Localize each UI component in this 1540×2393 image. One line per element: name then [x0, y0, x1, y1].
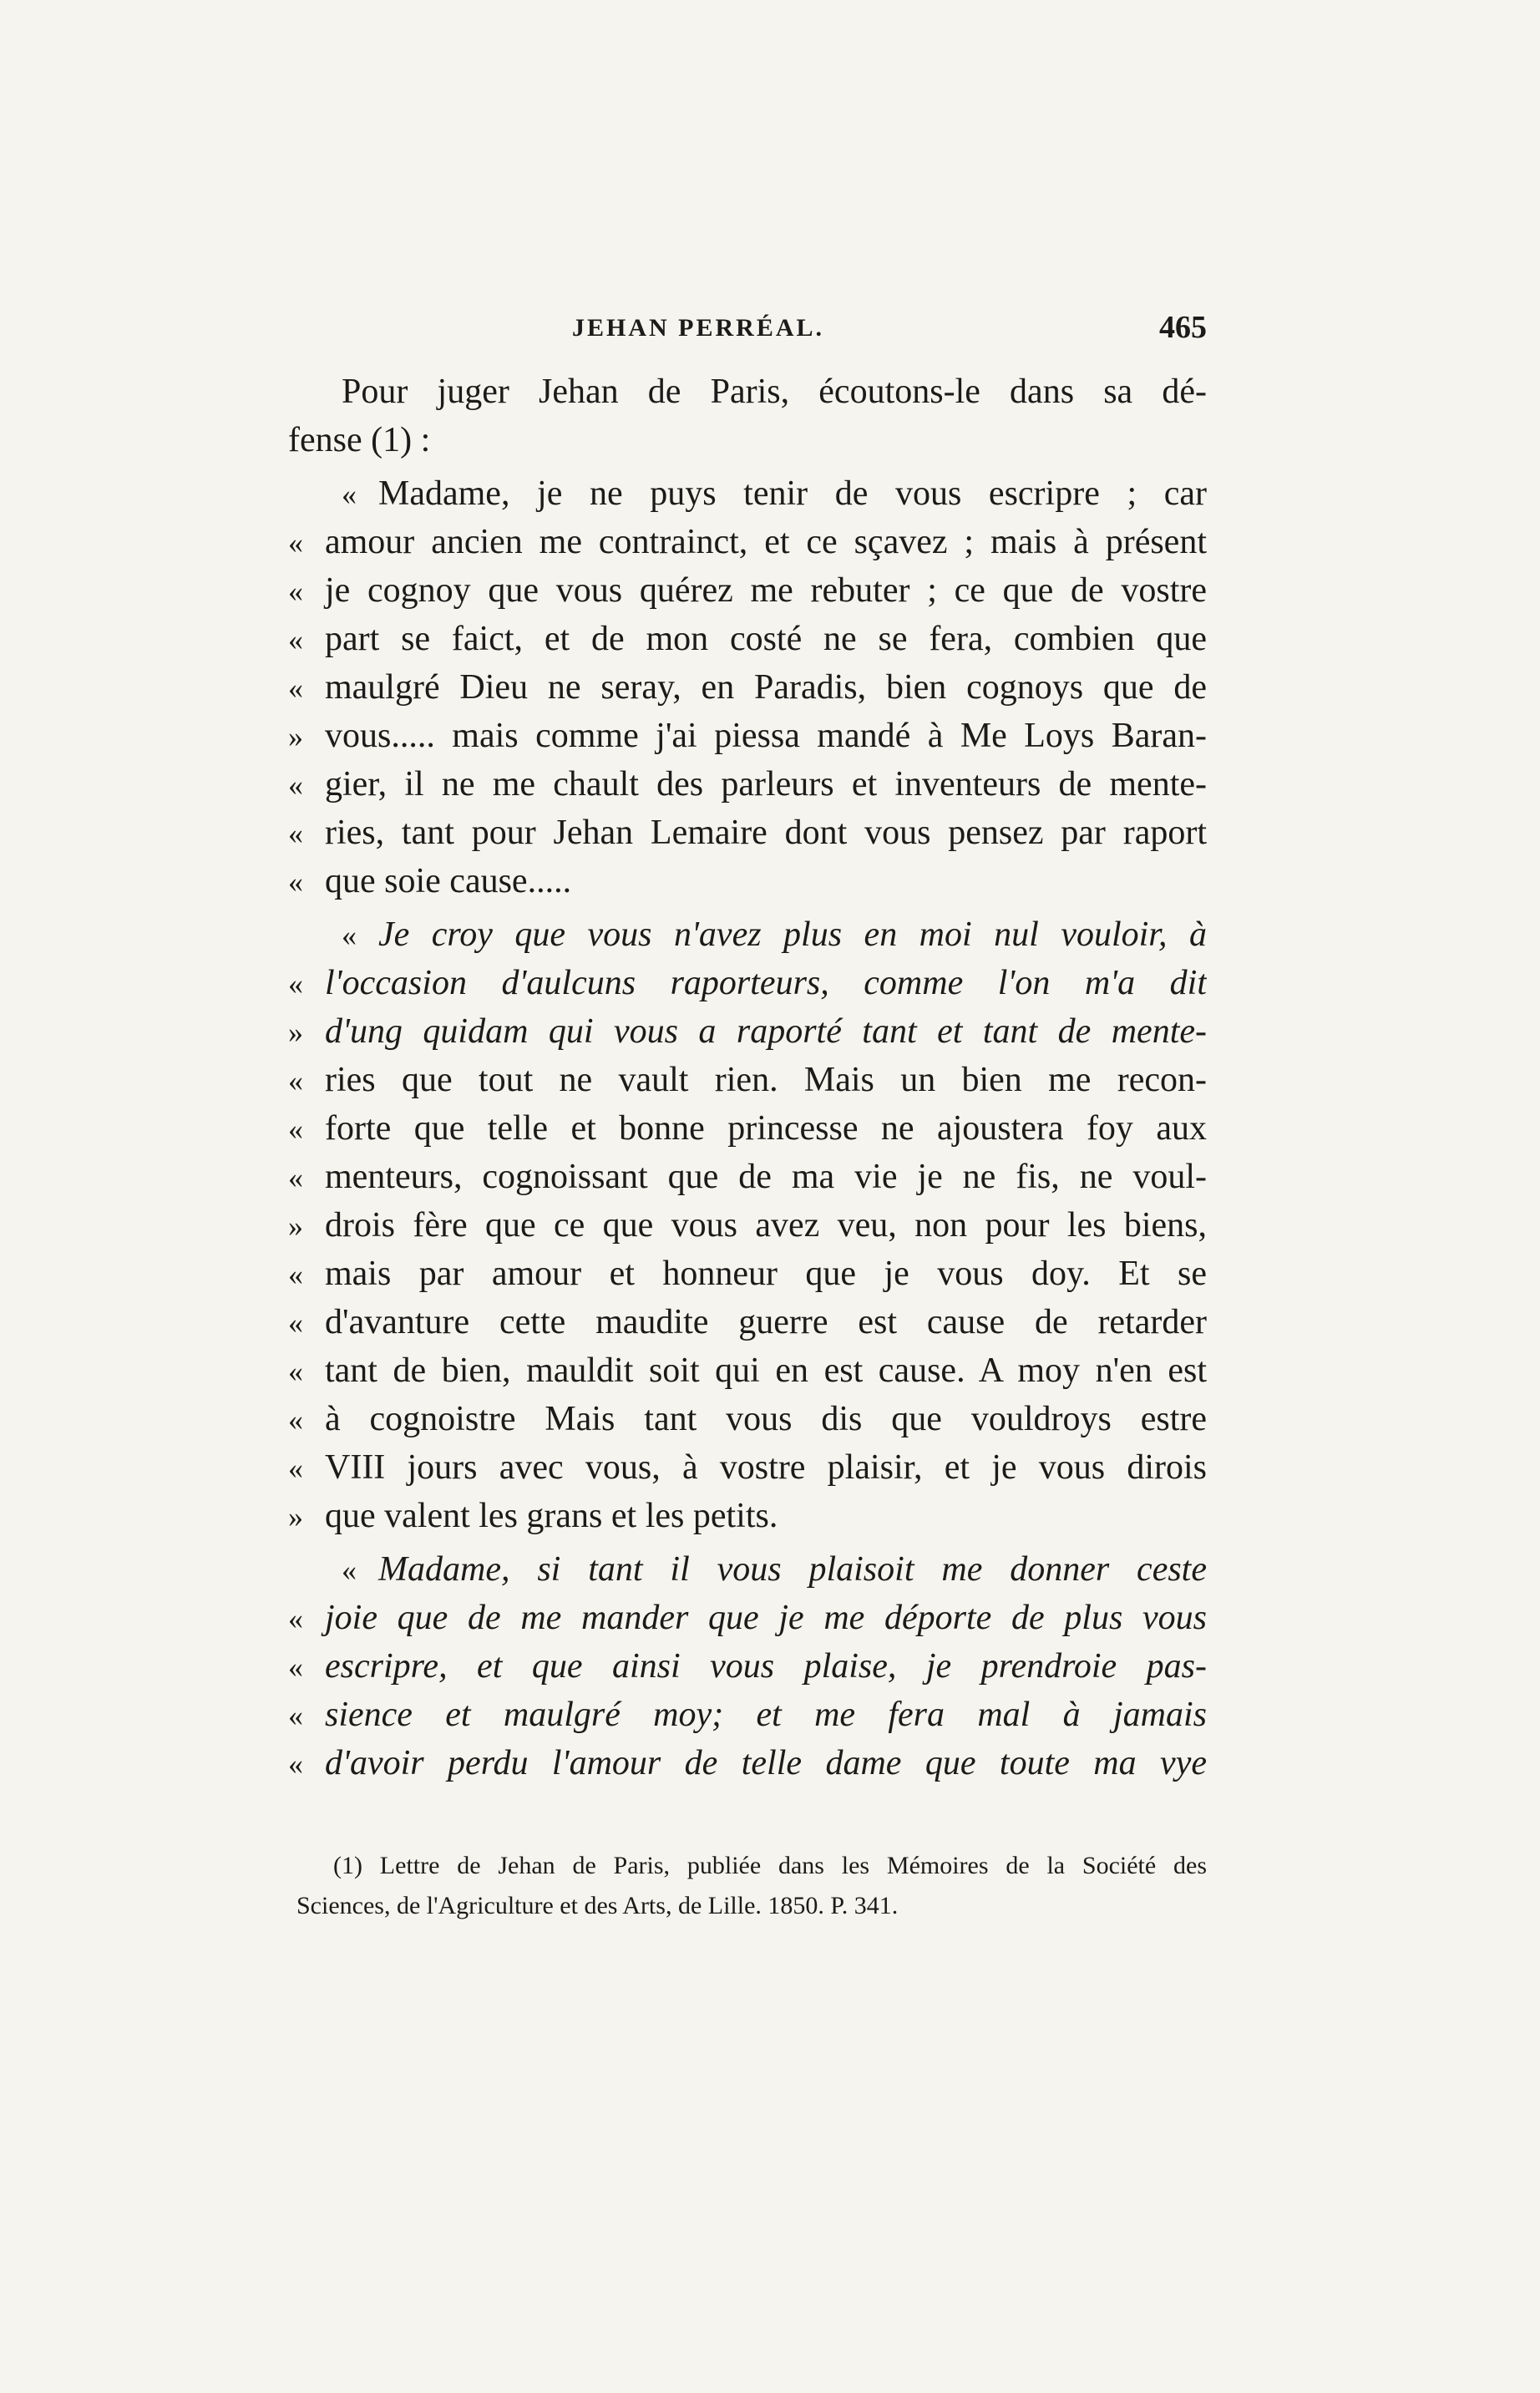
quote-mark: « — [288, 967, 303, 1001]
line-text: joie que de me mander que je me déporte de plus vous — [325, 1599, 1207, 1637]
text-line — [288, 1153, 1207, 1201]
text-line — [288, 1545, 1207, 1594]
text-line — [288, 1104, 1207, 1153]
line-text: d'avanture cette maudite guerre est cause de retarder — [325, 1303, 1207, 1341]
line-text: mais par amour et honneur que je vous doy. Et se — [325, 1255, 1207, 1293]
quote-mark: « — [342, 919, 357, 952]
line-text: gier, il ne me chault des parleurs et inventeurs de mente- — [325, 765, 1207, 804]
text-line — [288, 760, 1207, 809]
line-text: menteurs, cognoissant que de ma vie je ne fis, ne voul- — [325, 1158, 1207, 1196]
text-line — [288, 1594, 1207, 1642]
text-line — [288, 1056, 1207, 1104]
text-line — [288, 809, 1207, 857]
line-text: sience et maulgré moy; et me fera mal à jamais — [325, 1696, 1207, 1734]
quote-mark: « — [288, 1602, 303, 1635]
quote-mark: » — [288, 720, 303, 753]
text-line — [288, 1250, 1207, 1298]
line-text: Pour juger Jehan de Paris, écoutons-le dans sa dé- — [342, 373, 1207, 411]
line-text: escripre, et que ainsi vous plaise, je prendroie pas- — [325, 1647, 1207, 1686]
quote-mark: » — [288, 1016, 303, 1049]
quote-mark: « — [288, 1452, 303, 1485]
text-line — [288, 959, 1207, 1007]
line-text: à cognoistre Mais tant vous dis que vouldroys estre — [325, 1400, 1207, 1438]
footnote-line — [296, 1886, 1207, 1926]
text-line — [288, 1395, 1207, 1443]
text-line — [288, 1007, 1207, 1056]
quote-mark: « — [342, 1554, 357, 1587]
page-header — [288, 309, 1207, 351]
text-line — [288, 1298, 1207, 1346]
text-line — [288, 469, 1207, 518]
line-text: je cognoy que vous quérez me rebuter ; ce que de vostre — [325, 571, 1207, 610]
line-text: forte que telle et bonne princesse ne ajoustera foy aux — [325, 1109, 1207, 1148]
paragraph-gap — [288, 1787, 1207, 1792]
footnote-text-2: Sciences, de l'Agriculture et des Arts, de Lille. 1850. P. 341. — [296, 1892, 899, 1919]
line-text: Je croy que vous n'avez plus en moi nul vouloir, à — [378, 915, 1207, 954]
quote-mark: » — [288, 1500, 303, 1534]
text-line — [288, 857, 1207, 905]
text-line — [288, 1346, 1207, 1395]
quote-mark: » — [288, 1209, 303, 1243]
quote-mark: « — [288, 1403, 303, 1437]
page-number: 465 — [1159, 310, 1207, 345]
line-text: l'occasion d'aulcuns raporteurs, comme l'on m'a dit — [325, 964, 1207, 1002]
text-line — [288, 518, 1207, 566]
text-line — [288, 663, 1207, 712]
quote-mark: « — [288, 1306, 303, 1340]
footnote-marker: (1) — [333, 1852, 362, 1879]
text-line — [288, 566, 1207, 615]
quote-mark: « — [288, 768, 303, 802]
line-text: fense (1) : — [288, 421, 431, 459]
line-text: tant de bien, mauldit soit qui en est cause. A moy n'en est — [325, 1351, 1207, 1390]
running-head: JEHAN PERRÉAL. — [572, 314, 825, 342]
quote-mark: « — [288, 1355, 303, 1388]
quote-mark: « — [288, 1699, 303, 1732]
quote-mark: « — [288, 1113, 303, 1146]
quote-mark: « — [288, 672, 303, 705]
quote-mark: « — [288, 575, 303, 608]
body-text — [288, 368, 1207, 1792]
quote-mark: « — [288, 1161, 303, 1194]
line-text: vous..... mais comme j'ai piessa mandé à Me Loys Baran- — [325, 717, 1207, 755]
text-line — [288, 1201, 1207, 1250]
quote-mark: « — [288, 526, 303, 560]
line-text: ries que tout ne vault rien. Mais un bien me recon- — [325, 1061, 1207, 1099]
line-text: que valent les grans et les petits. — [325, 1497, 778, 1535]
line-text: VIII jours avec vous, à vostre plaisir, et je vous dirois — [325, 1448, 1207, 1487]
line-text: part se faict, et de mon costé ne se fera, combien que — [325, 620, 1207, 658]
line-text: Madame, si tant il vous plaisoit me donner ceste — [378, 1550, 1207, 1589]
quote-mark: « — [288, 1064, 303, 1098]
line-text: Madame, je ne puys tenir de vous escripre ; car — [378, 474, 1207, 513]
text-line — [288, 1443, 1207, 1492]
quote-mark: « — [288, 817, 303, 850]
text-line — [288, 1492, 1207, 1540]
quote-mark: « — [342, 478, 357, 511]
text-line — [288, 615, 1207, 663]
line-text: drois fère que ce que vous avez veu, non pour les biens, — [325, 1206, 1207, 1245]
text-line — [288, 1642, 1207, 1691]
quote-mark: « — [288, 623, 303, 657]
quote-mark: « — [288, 1747, 303, 1781]
text-line — [288, 910, 1207, 959]
line-text: maulgré Dieu ne seray, en Paradis, bien cognoys que de — [325, 668, 1207, 707]
quote-mark: « — [288, 1258, 303, 1291]
line-text: amour ancien me contrainct, et ce sçavez ; mais à présent — [325, 523, 1207, 561]
line-text: d'avoir perdu l'amour de telle dame que toute ma vye — [325, 1744, 1207, 1782]
footnote — [296, 1846, 1207, 1926]
text-line — [288, 416, 1207, 464]
quote-mark: « — [288, 865, 303, 899]
text-line — [288, 1691, 1207, 1739]
footnote-text-1: Lettre de Jehan de Paris, publiée dans les Mémoires de la Société des — [379, 1852, 1207, 1879]
text-line — [288, 712, 1207, 760]
footnote-line — [296, 1846, 1207, 1886]
text-line — [288, 1739, 1207, 1787]
line-text: d'ung quidam qui vous a raporté tant et tant de mente- — [325, 1012, 1207, 1051]
line-text: que soie cause..... — [325, 862, 572, 900]
line-text: ries, tant pour Jehan Lemaire dont vous pensez par raport — [325, 814, 1207, 852]
quote-mark: « — [288, 1650, 303, 1684]
text-line — [288, 368, 1207, 416]
